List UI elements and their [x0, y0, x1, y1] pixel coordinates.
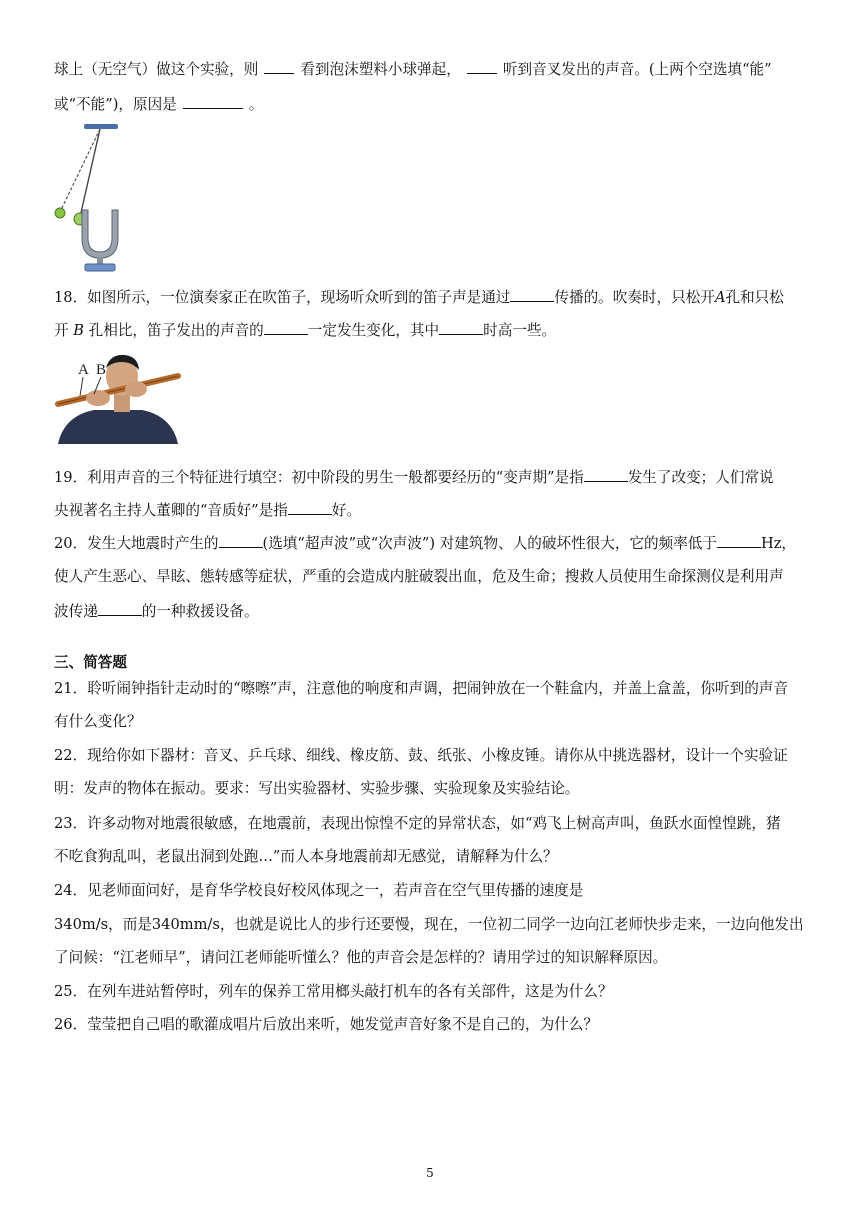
q17-line-2: 或“不能”)，原因是 。 — [54, 96, 264, 113]
q23-line-1: 23．许多动物对地震很敏感，在地震前，表现出惊惶不定的异常状态，如“鸡飞上树高声叫，鱼跃水面惶惶跳，猪 — [54, 815, 781, 832]
answer-blank[interactable] — [264, 59, 294, 74]
answer-blank[interactable] — [264, 320, 308, 335]
q24-line-2: 340m/s，而是340mm/s，也就是说比人的步行还要慢，现在，一位初二同学一边向江老师快步走来，一边向他发出 — [54, 916, 804, 933]
player-hand-left — [86, 390, 110, 406]
string — [80, 129, 100, 217]
q22-line-2: 明：发声的物体在振动。要求：写出实验器材、实验步骤、实验现象及实验结论。 — [54, 780, 580, 797]
q18-line-2: 开 B 孔相比，笛子发出的声音的 一定发生变化，其中 时高一些。 — [54, 322, 557, 339]
section-heading: 三、简答题 — [54, 654, 127, 671]
q18-line-1: 18．如图所示，一位演奏家正在吹笛子，现场听众听到的笛子声是通过 传播的。吹奏时，只松开A孔和只松 — [54, 289, 784, 306]
answer-blank[interactable] — [98, 601, 142, 616]
q26-line: 26．莹莹把自己唱的歌灌成唱片后放出来听，她发觉声音好象不是自己的，为什么？ — [54, 1016, 598, 1033]
q21-line-2: 有什么变化？ — [54, 713, 142, 730]
q25-line: 25．在列车进站暂停时，列车的保养工常用榔头敲打机车的各有关部件，这是为什么？ — [54, 983, 613, 1000]
q24-line-3: 了问候：“江老师早”，请问江老师能听懂么？他的声音会是怎样的？请用学过的知识解释原因。 — [54, 949, 668, 966]
q19-line-1: 19．利用声音的三个特征进行填空：初中阶段的男生一般都要经历的“变声期”是指 发生了改变；人们常说 — [54, 469, 774, 486]
answer-blank[interactable] — [219, 533, 263, 548]
q20-line-2: 使人产生恶心、旱眩、態转感等症状，严重的会造成内脏破裂出血，危及生命；搜救人员使用生命探测仪是利用声 — [54, 568, 784, 585]
hole-label-b: B — [96, 362, 107, 378]
answer-blank[interactable] — [717, 533, 761, 548]
hole-label-a: A — [78, 362, 89, 378]
player-hand-right — [125, 381, 147, 397]
q20-line-1: 20．发生大地震时产生的 (选填“超声波”或“次声波”) 对建筑物、人的破坏性很大，它的频率低于 Hz， — [54, 535, 797, 552]
answer-blank[interactable] — [510, 287, 554, 302]
q21-line-1: 21．聆听闹钟指针走动时的“嚓嚓”声，注意他的响度和声调，把闹钟放在一个鞋盒内，并盖上盒盖，你听到的声音 — [54, 680, 788, 697]
flute-player-photo — [54, 352, 182, 444]
tuning-fork-figure — [52, 120, 132, 276]
q17-line-1: 球上（无空气）做这个实验，则 看到泡沫塑料小球弹起， 听到音叉发出的声音。(上两个空选填“能” — [54, 61, 772, 78]
q19-line-2: 央视著名主持人董卿的“音质好”是指 好。 — [54, 502, 362, 519]
page-number: 5 — [426, 1166, 434, 1180]
q24-line-1: 24．见老师面问好，是育华学校良好校风体现之一，若声音在空气里传播的速度是 — [54, 882, 584, 899]
string-dashed — [60, 129, 100, 212]
support-bar — [84, 124, 118, 129]
fork-base — [85, 264, 115, 271]
q20-line-3: 波传递 的一种救援设备。 — [54, 603, 259, 620]
foam-ball-ghost — [55, 208, 65, 218]
answer-blank[interactable] — [183, 94, 243, 109]
answer-blank[interactable] — [439, 320, 483, 335]
q23-line-2: 不吃食狗乱叫，老鼠出洞到处跑…”而人本身地震前却无感觉，请解释为什么？ — [54, 848, 558, 865]
fork-prongs — [82, 210, 118, 258]
answer-blank[interactable] — [467, 59, 497, 74]
q22-line-1: 22．现给你如下器材：音叉、乒乓球、细线、橡皮筋、鼓、纸张、小橡皮锤。请你从中挑选器材，设计一个实验证 — [54, 747, 788, 764]
answer-blank[interactable] — [288, 500, 332, 515]
answer-blank[interactable] — [584, 467, 628, 482]
